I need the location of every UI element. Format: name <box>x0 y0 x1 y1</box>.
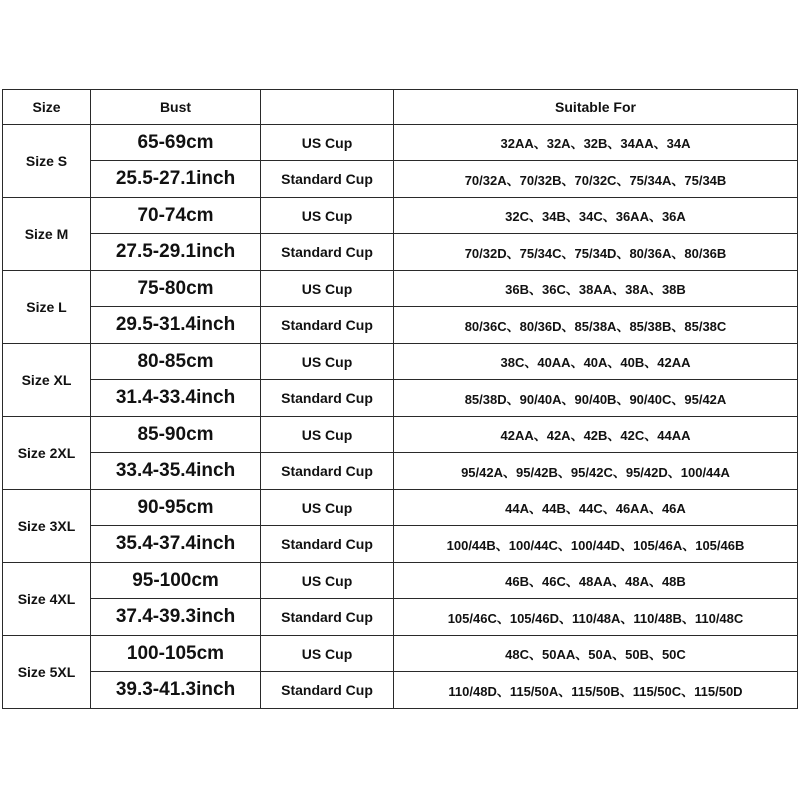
standard-cup-sizes: 70/32D、75/34C、75/34D、80/36A、80/36B <box>394 234 798 271</box>
bust-inch: 27.5-29.1inch <box>91 234 261 271</box>
standard-cup-sizes: 80/36C、80/36D、85/38A、85/38B、85/38C <box>394 307 798 344</box>
table-row <box>3 563 798 599</box>
us-cup-sizes: 36B、36C、38AA、38A、38B <box>394 271 798 307</box>
us-cup-label: US Cup <box>261 636 394 672</box>
size-label: Size 3XL <box>3 490 91 563</box>
us-cup-sizes: 46B、46C、48AA、48A、48B <box>394 563 798 599</box>
table-row <box>3 599 798 636</box>
us-cup-label: US Cup <box>261 344 394 380</box>
standard-cup-sizes: 70/32A、70/32B、70/32C、75/34A、75/34B <box>394 161 798 198</box>
table-row <box>3 636 798 672</box>
bust-inch: 39.3-41.3inch <box>91 672 261 709</box>
size-label: Size S <box>3 125 91 198</box>
standard-cup-label: Standard Cup <box>261 526 394 563</box>
bust-cm: 65-69cm <box>91 125 261 161</box>
us-cup-label: US Cup <box>261 563 394 599</box>
standard-cup-label: Standard Cup <box>261 672 394 709</box>
us-cup-sizes: 32C、34B、34C、36AA、36A <box>394 198 798 234</box>
us-cup-label: US Cup <box>261 490 394 526</box>
table-row <box>3 380 798 417</box>
header-bust: Bust <box>91 90 261 125</box>
standard-cup-sizes: 110/48D、115/50A、115/50B、115/50C、115/50D <box>394 672 798 709</box>
size-rows <box>3 125 798 709</box>
us-cup-sizes: 32AA、32A、32B、34AA、34A <box>394 125 798 161</box>
size-label: Size 2XL <box>3 417 91 490</box>
bust-cm: 75-80cm <box>91 271 261 307</box>
bust-inch: 31.4-33.4inch <box>91 380 261 417</box>
size-label: Size L <box>3 271 91 344</box>
table-row <box>3 490 798 526</box>
table-row <box>3 453 798 490</box>
table-row <box>3 161 798 198</box>
standard-cup-sizes: 100/44B、100/44C、100/44D、105/46A、105/46B <box>394 526 798 563</box>
us-cup-label: US Cup <box>261 417 394 453</box>
table-row <box>3 672 798 709</box>
bust-inch: 35.4-37.4inch <box>91 526 261 563</box>
size-label: Size XL <box>3 344 91 417</box>
standard-cup-label: Standard Cup <box>261 307 394 344</box>
bust-inch: 25.5-27.1inch <box>91 161 261 198</box>
table-row <box>3 125 798 161</box>
header-row <box>3 90 798 125</box>
size-label: Size M <box>3 198 91 271</box>
bust-cm: 80-85cm <box>91 344 261 380</box>
header-cup <box>261 90 394 125</box>
table-row <box>3 417 798 453</box>
standard-cup-label: Standard Cup <box>261 599 394 636</box>
us-cup-sizes: 42AA、42A、42B、42C、44AA <box>394 417 798 453</box>
table-row <box>3 271 798 307</box>
bust-cm: 85-90cm <box>91 417 261 453</box>
header-size: Size <box>3 90 91 125</box>
bust-inch: 33.4-35.4inch <box>91 453 261 490</box>
size-label: Size 5XL <box>3 636 91 709</box>
standard-cup-sizes: 105/46C、105/46D、110/48A、110/48B、110/48C <box>394 599 798 636</box>
bust-cm: 90-95cm <box>91 490 261 526</box>
us-cup-label: US Cup <box>261 125 394 161</box>
table-row <box>3 344 798 380</box>
standard-cup-sizes: 95/42A、95/42B、95/42C、95/42D、100/44A <box>394 453 798 490</box>
us-cup-sizes: 48C、50AA、50A、50B、50C <box>394 636 798 672</box>
us-cup-label: US Cup <box>261 198 394 234</box>
table-row <box>3 198 798 234</box>
bust-inch: 29.5-31.4inch <box>91 307 261 344</box>
standard-cup-label: Standard Cup <box>261 453 394 490</box>
bust-cm: 100-105cm <box>91 636 261 672</box>
us-cup-sizes: 44A、44B、44C、46AA、46A <box>394 490 798 526</box>
bust-inch: 37.4-39.3inch <box>91 599 261 636</box>
table-row <box>3 234 798 271</box>
table-row <box>3 307 798 344</box>
bust-cm: 95-100cm <box>91 563 261 599</box>
bust-cm: 70-74cm <box>91 198 261 234</box>
size-chart-table <box>2 89 798 709</box>
standard-cup-label: Standard Cup <box>261 234 394 271</box>
us-cup-sizes: 38C、40AA、40A、40B、42AA <box>394 344 798 380</box>
header-suitable-for: Suitable For <box>394 90 798 125</box>
standard-cup-sizes: 85/38D、90/40A、90/40B、90/40C、95/42A <box>394 380 798 417</box>
size-label: Size 4XL <box>3 563 91 636</box>
standard-cup-label: Standard Cup <box>261 380 394 417</box>
table-row <box>3 526 798 563</box>
standard-cup-label: Standard Cup <box>261 161 394 198</box>
us-cup-label: US Cup <box>261 271 394 307</box>
